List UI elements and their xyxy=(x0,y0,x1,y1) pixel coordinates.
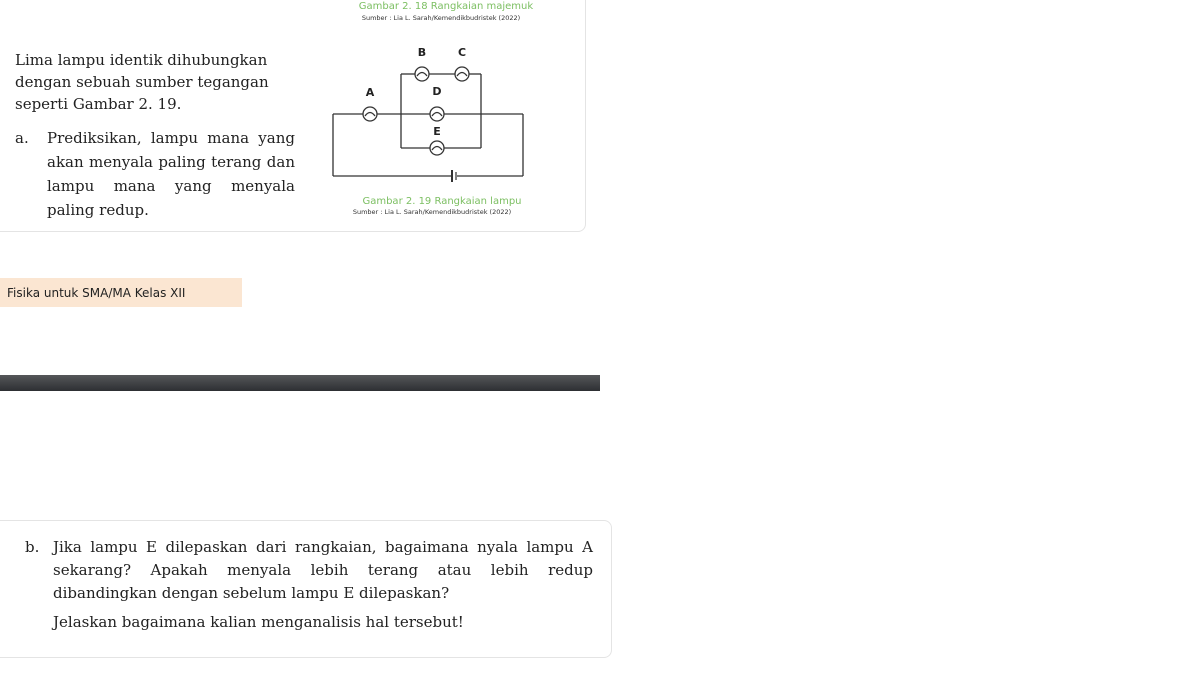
intro-paragraph: Lima lampu identik dihubungkan dengan sebuah sumber tegangan seperti Gambar 2. 19. xyxy=(15,51,269,113)
lamp-a-icon xyxy=(363,107,377,121)
lamp-e-label: E xyxy=(433,125,441,138)
figure-2-19-caption: Gambar 2. 19 Rangkaian lampu xyxy=(362,196,522,207)
figure-2-18-source: Sumber : Lia L. Sarah/Kemendikbudristek (2022) xyxy=(361,14,521,22)
circuit-diagram xyxy=(325,40,535,196)
question-b-instruction: Jelaskan bagaimana kalian menganalisis hal tersebut! xyxy=(53,613,464,631)
book-title-footer: Fisika untuk SMA/MA Kelas XII xyxy=(0,278,242,307)
lamp-a-label: A xyxy=(365,86,375,99)
figure-2-19-source: Sumber : Lia L. Sarah/Kemendikbudristek (2022) xyxy=(352,208,512,216)
battery-icon xyxy=(452,170,456,182)
lamp-d-icon xyxy=(430,107,444,121)
question-a xyxy=(15,126,295,222)
lamp-d-label: D xyxy=(432,85,442,98)
figure-2-18-caption: Gambar 2. 18 Rangkaian majemuk xyxy=(358,1,534,12)
question-b-text: Jika lampu E dilepaskan dari rangkaian, bagaimana nyala lampu A sekarang? Apakah menyala lebih terang atau lebih redup dibandingkan dengan sebelum lampu E dilepaskan? xyxy=(53,538,593,602)
lamp-c-label: C xyxy=(457,46,467,59)
lamp-b-label: B xyxy=(417,46,427,59)
page-divider-bar xyxy=(0,375,600,391)
lamp-c-icon xyxy=(455,67,469,81)
question-b-marker: b. xyxy=(25,538,40,556)
lamp-e-icon xyxy=(430,141,444,155)
lamp-b-icon xyxy=(415,67,429,81)
question-a-marker: a. xyxy=(15,129,29,147)
question-a-text: Prediksikan, lampu mana yang akan menyala paling terang dan lampu mana yang menyala paling redup. xyxy=(47,129,295,219)
question-b xyxy=(25,536,593,634)
